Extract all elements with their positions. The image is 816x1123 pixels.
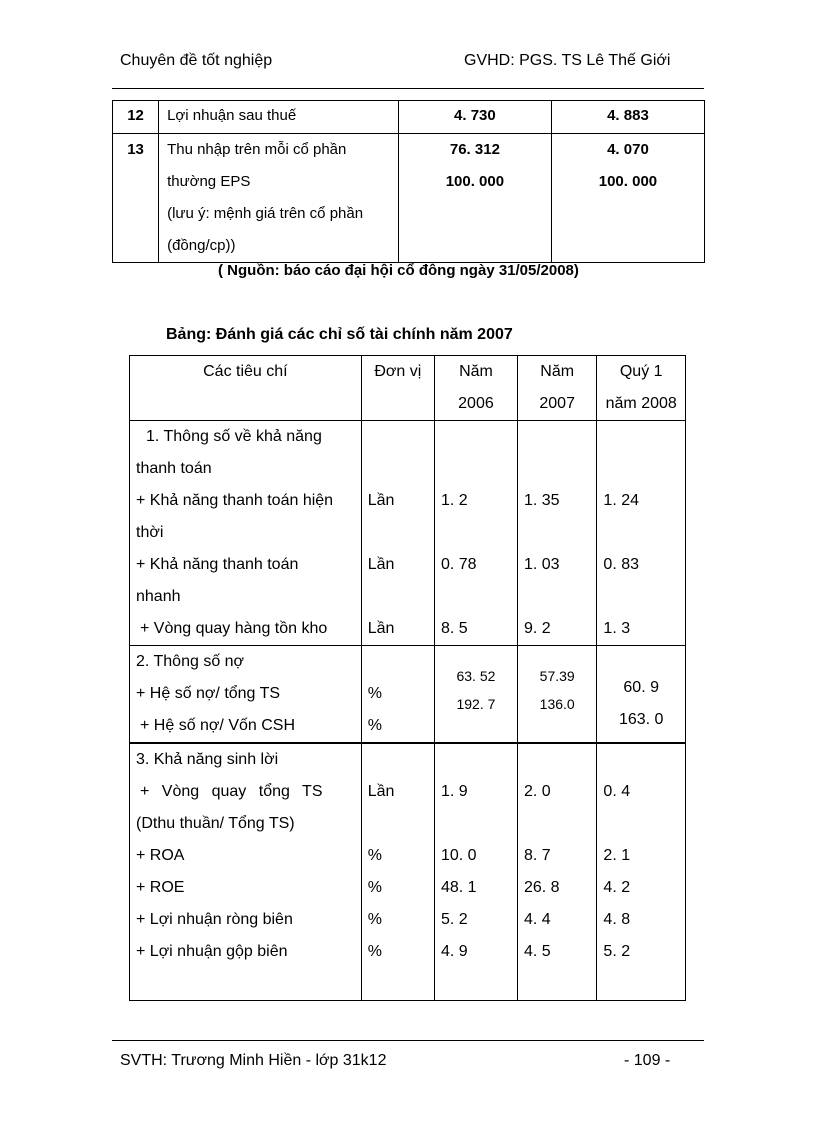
col-header-2007	[517, 356, 596, 421]
value-q1-cell	[597, 646, 686, 744]
unit-value: %	[367, 717, 382, 734]
value-q1: 1. 24	[603, 492, 640, 509]
label-line: (lưu ý: mệnh giá trên cổ phần	[167, 205, 364, 222]
unit-value: Lần	[367, 492, 395, 509]
unit-value: %	[367, 911, 382, 928]
value-2007: 1. 03	[523, 556, 560, 573]
value-2006: 8. 5	[440, 620, 468, 637]
unit-value: %	[367, 685, 382, 702]
section-title: 2. Thông số nợ	[136, 653, 245, 670]
header-text: Năm	[540, 363, 575, 380]
section-title: 3. Khả năng sinh lời	[136, 751, 279, 768]
value-q1: 5. 2	[603, 943, 631, 960]
value-2007: 57.39	[539, 668, 575, 684]
value-2007-cell	[517, 743, 596, 1001]
section-debt	[130, 646, 686, 744]
value-2006: 10. 0	[440, 847, 477, 864]
value-2006: 63. 52	[456, 668, 496, 684]
row-label: Lợi nhuận sau thuế	[159, 101, 399, 134]
value-2007: 4. 5	[523, 943, 551, 960]
criteria-label: nhanh	[136, 588, 181, 605]
section-profitability	[130, 743, 686, 1001]
value-q1: 0. 4	[603, 783, 631, 800]
unit-value: %	[367, 879, 382, 896]
criteria-label: + Lợi nhuận ròng biên	[136, 911, 293, 928]
value-2006: 48. 1	[440, 879, 477, 896]
value-2006: 4. 9	[440, 943, 468, 960]
criteria-cell	[130, 421, 362, 646]
value-line: 100. 000	[445, 173, 505, 190]
label-line: Thu nhập trên mỗi cổ phần	[167, 141, 347, 158]
criteria-label: + Hệ số nợ/ Vốn CSH	[140, 717, 296, 734]
footer-divider	[112, 1040, 704, 1041]
criteria-label: + Lợi nhuận gộp biên	[136, 943, 288, 960]
criteria-label: thời	[136, 524, 164, 541]
value-2007: 8. 7	[523, 847, 551, 864]
row-number: 13	[113, 134, 159, 263]
value-q1: 60. 9	[623, 679, 659, 696]
row-value-2: 4. 883	[551, 101, 704, 134]
row-value-2	[551, 134, 704, 263]
value-2006-cell	[434, 421, 517, 646]
value-2007: 4. 4	[523, 911, 551, 928]
table-row	[113, 101, 705, 134]
label-line: (đồng/cp))	[167, 237, 236, 254]
value-q1: 4. 8	[603, 911, 631, 928]
value-2007: 1. 35	[523, 492, 560, 509]
criteria-label: + ROE	[136, 879, 185, 896]
col-header-q1-2008	[597, 356, 686, 421]
header-text: 2007	[539, 395, 575, 412]
source-note: ( Nguồn: báo cáo đại hội cổ đông ngày 31/05/2008)	[218, 262, 579, 279]
criteria-cell	[130, 646, 362, 744]
unit-value: Lần	[367, 620, 395, 637]
unit-cell	[361, 421, 434, 646]
criteria-label: + Hệ số nợ/ tổng TS	[136, 685, 281, 702]
header-text: Đơn vị	[374, 363, 422, 380]
row-value-1: 4. 730	[398, 101, 551, 134]
value-line: 4. 070	[607, 141, 649, 158]
value-q1: 0. 83	[603, 556, 640, 573]
value-q1: 1. 3	[603, 620, 631, 637]
criteria-label: + Vòng quay hàng tồn kho	[140, 620, 328, 637]
row-value-1	[398, 134, 551, 263]
page-number: - 109 -	[624, 1052, 671, 1069]
value-2006: 1. 2	[440, 492, 468, 509]
header-text: Các tiêu chí	[203, 363, 288, 380]
value-2006: 192. 7	[456, 696, 496, 712]
unit-value: %	[367, 943, 382, 960]
criteria-label: (Dthu thuần/ Tổng TS)	[136, 815, 295, 832]
criteria-label: + Khả năng thanh toán hiện	[136, 492, 334, 509]
row-label	[159, 134, 399, 263]
header-divider	[112, 88, 704, 89]
criteria-label: + Khả năng thanh toán	[136, 556, 299, 573]
section-title: thanh toán	[136, 460, 212, 477]
unit-cell	[361, 646, 434, 744]
header-right: GVHD: PGS. TS Lê Thế Giới	[464, 52, 671, 69]
value-2006-cell	[434, 743, 517, 1001]
value-2007: 26. 8	[523, 879, 560, 896]
value-line: 76. 312	[449, 141, 500, 158]
value-2007-cell	[517, 421, 596, 646]
value-2006: 0. 78	[440, 556, 477, 573]
value-q1: 163. 0	[618, 711, 664, 728]
row-number: 12	[113, 101, 159, 134]
col-header-criteria	[130, 356, 362, 421]
profit-table	[112, 100, 705, 263]
value-line: 100. 000	[598, 173, 658, 190]
financial-ratios-table	[129, 355, 686, 1001]
value-2006: 5. 2	[440, 911, 468, 928]
unit-value: Lần	[367, 556, 395, 573]
value-2007: 9. 2	[523, 620, 551, 637]
header-text: Quý 1	[619, 363, 663, 380]
label-line: thường EPS	[167, 173, 251, 190]
value-2006: 1. 9	[440, 783, 468, 800]
value-q1: 4. 2	[603, 879, 631, 896]
value-2006-cell	[434, 646, 517, 744]
header-row	[130, 356, 686, 421]
value-2007: 136.0	[539, 696, 575, 712]
table-caption: Bảng: Đánh giá các chỉ số tài chính năm 2007	[166, 326, 513, 343]
header-left: Chuyên đề tốt nghiệp	[120, 52, 273, 69]
value-2007: 2. 0	[523, 783, 551, 800]
value-q1: 2. 1	[603, 847, 631, 864]
unit-value: %	[367, 847, 382, 864]
col-header-unit	[361, 356, 434, 421]
criteria-cell	[130, 743, 362, 1001]
section-liquidity	[130, 421, 686, 646]
value-q1-cell	[597, 421, 686, 646]
criteria-label: + ROA	[136, 847, 185, 864]
header-text: Năm	[459, 363, 493, 380]
unit-value: Lần	[367, 783, 395, 800]
section-title: 1. Thông số về khả năng	[146, 428, 322, 445]
criteria-label: + Vòng quay tổng TS	[140, 783, 323, 800]
col-header-2006	[434, 356, 517, 421]
header-text: năm 2008	[605, 395, 677, 412]
footer-left: SVTH: Trương Minh Hiền - lớp 31k12	[120, 1052, 387, 1069]
value-q1-cell	[597, 743, 686, 1001]
value-2007-cell	[517, 646, 596, 744]
header-text: 2006	[458, 395, 494, 412]
unit-cell	[361, 743, 434, 1001]
table-row	[113, 134, 705, 263]
